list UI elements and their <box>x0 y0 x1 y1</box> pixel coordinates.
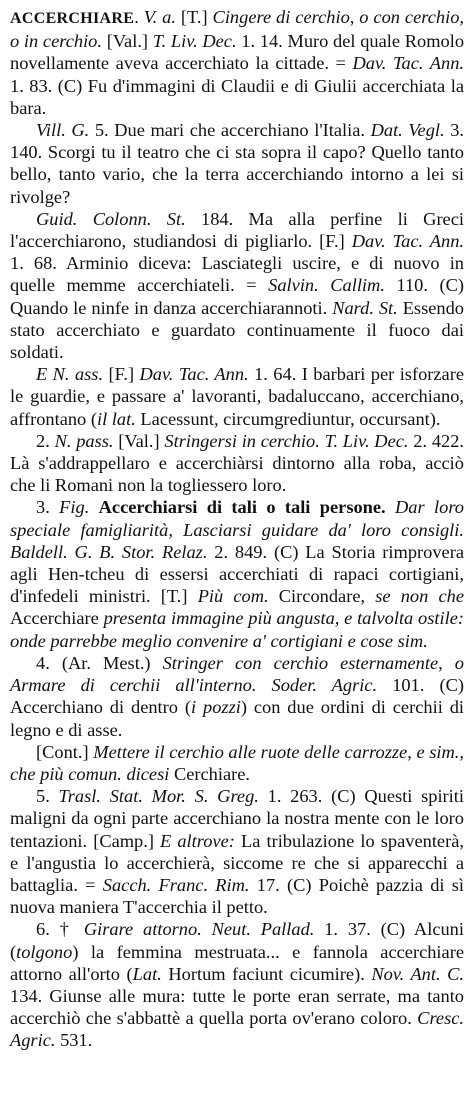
italic-text: E altrove: <box>160 830 235 851</box>
text-run: ) con due ordini di cerchii di legno e di asse. <box>10 697 464 740</box>
text-run: ) la femmina mestruata... e fannola accerchiare attorno all'orto ( <box>10 941 464 984</box>
sense-paragraph <box>10 918 464 1051</box>
sense-paragraph <box>10 6 464 119</box>
headword: ACCERCHIARE <box>10 10 135 27</box>
text-run: 3. <box>36 497 60 518</box>
text-run: 5. Due mari che accerchiano l'Italia. <box>89 120 371 141</box>
italic-text: Mettere il cerchio alle ruote delle carrozze, e sim., che più comun. dicesi <box>10 741 465 784</box>
text-run: [Val.] <box>113 430 165 451</box>
sense-paragraph <box>10 496 464 651</box>
italic-text: se non che <box>375 586 464 607</box>
text-run: 1. 37. (C) Alcuni ( <box>10 919 464 962</box>
italic-text: Dar loro speciale famigliarità, Lasciarsi guidare da' loro consigli. Baldell. G. B. Stor. Relaz. <box>10 497 464 562</box>
text-run: 184. Ma alla perfine li Greci l'accerchiarono, studiandosi di pigliarlo. [F.] <box>10 208 464 252</box>
italic-text: Lat. <box>132 963 162 984</box>
sense-paragraph <box>10 208 464 363</box>
italic-text: tolgono <box>16 941 73 962</box>
italic-text: Cingere di cerchio, o con cerchio, o in cerchio. <box>10 7 464 52</box>
italic-text: Guid. Colonn. St. <box>36 208 186 229</box>
text-run <box>89 497 98 517</box>
sense-paragraph <box>10 652 464 741</box>
text-run: . <box>134 7 144 27</box>
text-run: [Cont.] <box>36 741 94 762</box>
italic-text: Dat. Vegl. <box>370 120 445 141</box>
text-run: 5. <box>36 786 59 807</box>
italic-text: Sacch. Franc. Rim. <box>102 874 250 895</box>
text-run: 3. 140. Scorgi tu il teatro che ci sta sopra il capo? Quello tanto bello, tanto vario, che la terra accerchiando intorno a lei si rivolge? <box>10 120 464 207</box>
text-run: 1. 83. (C) Fu d'immagini di Claudii e di Giulii accerchiata la bara. <box>10 75 464 118</box>
italic-text: il lat. <box>96 408 136 429</box>
text-run: 101. (C) Accerchiano di dentro ( <box>10 675 464 718</box>
text-run: 2. 849. (C) La Storia rimprovera agli Hen-tcheu di essersi accerchiati di rapaci cortigiani, d'infedeli ministri. [T.] <box>10 541 464 607</box>
italic-text: Salvin. Callim. <box>268 275 385 296</box>
sense-paragraph <box>10 363 464 430</box>
italic-text: i pozzi <box>191 697 241 718</box>
italic-text: presenta immagine più angusta, e talvolta ostile: onde parrebbe meglio convenire a' cortigiani e cose sim. <box>10 608 464 651</box>
italic-text: Fig. <box>59 497 90 518</box>
text-run: Hortum faciunt cicumire). <box>161 963 372 984</box>
text-run: 1. 64. I barbari per isforzare le guardie, e passare a' lavoranti, badaluccano, accerchiano, affrontano ( <box>10 364 465 429</box>
text-run: 17. (C) Poichè pazzia di sì nuova maniera T'accerchia il petto. <box>10 874 465 918</box>
text-run: 1. 14. Muro del quale Romolo novellamente aveva accerchiato la cittade. = <box>10 31 465 74</box>
text-run: 110. (C) Quando le ninfe in danza accerchiarannoti. <box>10 275 464 318</box>
italic-text: Dav. Tac. Ann. <box>352 53 464 74</box>
italic-text: Dav. Tac. Ann. <box>351 231 464 252</box>
italic-text: Vill. G. <box>36 120 90 141</box>
sense-paragraph <box>10 119 464 208</box>
sense-paragraph <box>10 785 464 918</box>
text-run: Essendo stato accerchiato e guardato continuamente il fuoco dai soldati. <box>10 297 464 363</box>
sense-paragraph <box>10 741 464 785</box>
bold-phrase: Accerchiarsi di tali o tali persone. <box>98 497 386 518</box>
text-run: Cerchiare. <box>169 763 251 784</box>
text-run: 134. Giunse alle mura: tutte le porte eran serrate, ma tanto accerchiò che s'abbattè a quella porta ov'erano coloro. <box>10 985 464 1029</box>
text-run: 1. 263. (C) Questi spiriti maligni da ogni parte accerchiano la nostra mente con le loro tentazioni. [Camp.] <box>10 786 465 851</box>
italic-text: Stringersi in cerchio. T. Liv. Dec. <box>164 430 409 451</box>
text-run: 1. 68. Arminio diceva: Lasciategli uscire, e di nuovo in quelle memme accerchiateli. = <box>10 253 464 296</box>
sense-paragraph <box>10 430 464 497</box>
italic-text: N. pass. <box>54 430 114 451</box>
text-run: Lacessunt, circumgrediuntur, occursant). <box>135 408 441 429</box>
italic-text: Più com. <box>197 586 269 607</box>
italic-text: V. a. <box>143 7 176 27</box>
italic-text: Dav. Tac. Ann. <box>139 364 249 385</box>
text-run: [T.] <box>175 7 213 27</box>
text-run: 2. <box>36 430 55 451</box>
text-run: [F.] <box>103 364 140 385</box>
italic-text: Nov. Ant. C. <box>371 963 464 984</box>
italic-text: Nard. St. <box>332 297 398 318</box>
text-run: 2. 422. Là s'addrappellaro e accerchiàrsi dintorno alla roba, acciò che li Romani non la togliessero loro. <box>10 430 465 496</box>
text-run <box>386 497 395 517</box>
italic-text: Girare attorno. Neut. Pallad. <box>83 919 315 940</box>
text-run: [Val.] <box>101 31 153 52</box>
italic-text: T. Liv. Dec. <box>152 31 237 52</box>
text-run: 531. <box>55 1030 93 1051</box>
italic-text: Cresc. Agric. <box>10 1008 464 1051</box>
italic-text: Stringer con cerchio esternamente, o Armare di cerchii all'interno. Soder. Agric. <box>10 652 465 696</box>
text-run: La tribulazione lo spaventerà, e l'angustia lo accerchierà, siccome re che si apparecchi a battaglia. = <box>10 830 464 895</box>
italic-text: E N. ass. <box>36 364 104 385</box>
text-run: Circondare, <box>268 586 376 607</box>
dictionary-entry-accerchiare <box>10 6 464 1052</box>
italic-text: Trasl. Stat. Mor. S. Greg. <box>58 786 259 807</box>
text-run: 4. (Ar. Mest.) <box>36 652 163 673</box>
text-run: Accerchiare <box>10 608 104 629</box>
text-run: 6. † <box>36 919 84 940</box>
